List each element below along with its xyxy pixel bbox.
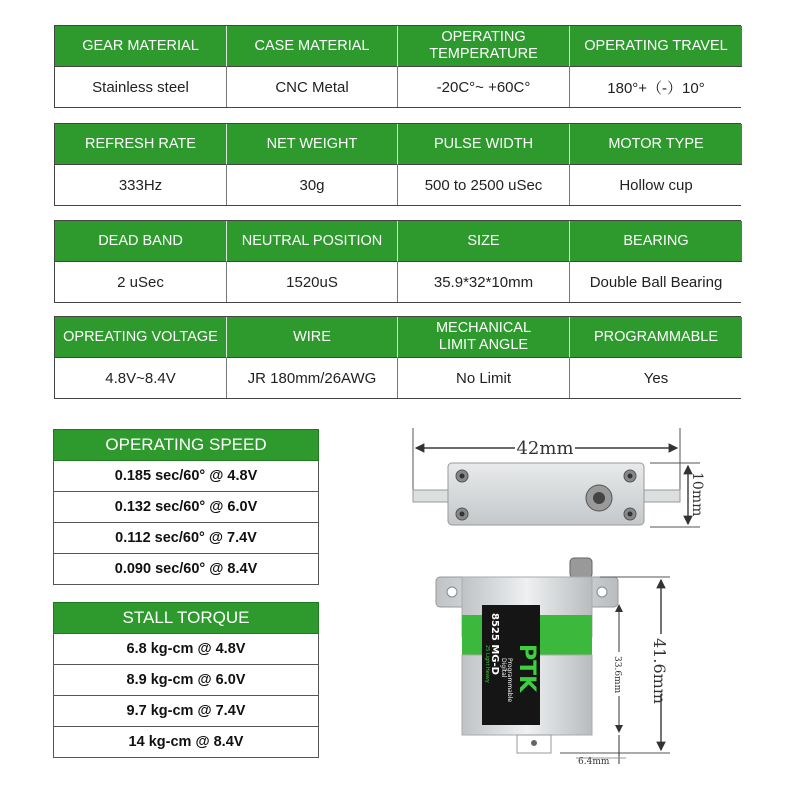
header-motor-type: MOTOR TYPE <box>570 124 742 165</box>
sub-label-1: Digital <box>500 658 507 678</box>
stall-torque-title: STALL TORQUE <box>53 602 319 634</box>
sub-label-2: Programmable <box>506 658 513 703</box>
header-case-material: CASE MATERIAL <box>227 26 398 67</box>
operating-speed-title: OPERATING SPEED <box>53 429 319 461</box>
value-case-material: CNC Metal <box>227 67 398 107</box>
value-motor-type: Hollow cup <box>570 165 742 205</box>
header-net-weight: NET WEIGHT <box>227 124 398 165</box>
spec-table-1 <box>54 25 741 108</box>
value-size: 35.9*32*10mm <box>398 262 570 302</box>
bottom-offset-label: 6.4mm <box>578 757 610 767</box>
body-height-label: 33.6mm <box>612 656 622 694</box>
spec-table-2 <box>54 123 741 206</box>
header-neutral-position: NEUTRAL POSITION <box>227 221 398 262</box>
sub-label-3: 25 Light Heavy <box>484 645 490 683</box>
speed-row: 0.112 sec/60° @ 7.4V <box>53 523 319 554</box>
header-pulse-width: PULSE WIDTH <box>398 124 570 165</box>
value-pulse-width: 500 to 2500 uSec <box>398 165 570 205</box>
operating-speed-list <box>53 429 319 585</box>
torque-row: 8.9 kg-cm @ 6.0V <box>53 665 319 696</box>
speed-row: 0.185 sec/60° @ 4.8V <box>53 461 319 492</box>
value-operating-travel: 180°+（-）10° <box>570 67 742 107</box>
value-programmable: Yes <box>570 358 742 398</box>
value-refresh-rate: 333Hz <box>55 165 227 205</box>
speed-row: 0.090 sec/60° @ 8.4V <box>53 554 319 585</box>
value-operating-voltage: 4.8V~8.4V <box>55 358 227 398</box>
header-size: SIZE <box>398 221 570 262</box>
front-view <box>436 558 670 767</box>
torque-row: 14 kg-cm @ 8.4V <box>53 727 319 758</box>
torque-row: 9.7 kg-cm @ 7.4V <box>53 696 319 727</box>
servo-dimension-diagram <box>400 420 760 780</box>
stall-torque-list <box>53 602 319 758</box>
header-programmable: PROGRAMMABLE <box>570 317 742 358</box>
speed-row: 0.132 sec/60° @ 6.0V <box>53 492 319 523</box>
header-operating-travel: OPERATING TRAVEL <box>570 26 742 67</box>
value-neutral-position: 1520uS <box>227 262 398 302</box>
header-operating-voltage: OPREATING VOLTAGE <box>55 317 227 358</box>
header-bearing: BEARING <box>570 221 742 262</box>
value-net-weight: 30g <box>227 165 398 205</box>
header-operating-temperature: OPERATING TEMPERATURE <box>398 26 570 67</box>
spec-table-3 <box>54 220 741 303</box>
torque-row: 6.8 kg-cm @ 4.8V <box>53 634 319 665</box>
value-operating-temperature: -20C°~ +60C° <box>398 67 570 107</box>
header-dead-band: DEAD BAND <box>55 221 227 262</box>
top-view <box>413 428 705 527</box>
header-refresh-rate: REFRESH RATE <box>55 124 227 165</box>
thickness-label: 10mm <box>689 472 705 517</box>
value-gear-material: Stainless steel <box>55 67 227 107</box>
spec-table-4 <box>54 316 741 399</box>
value-mechanical-limit-angle: No Limit <box>398 358 570 398</box>
value-bearing: Double Ball Bearing <box>570 262 742 302</box>
header-mechanical-limit-angle: MECHANICAL LIMIT ANGLE <box>398 317 570 358</box>
value-wire: JR 180mm/26AWG <box>227 358 398 398</box>
header-gear-material: GEAR MATERIAL <box>55 26 227 67</box>
width-label: 42mm <box>516 438 574 459</box>
header-wire: WIRE <box>227 317 398 358</box>
height-label: 41.6mm <box>650 638 669 704</box>
value-dead-band: 2 uSec <box>55 262 227 302</box>
brand-logo: PTK <box>514 644 539 693</box>
model-label: 8525 MG-D <box>489 613 500 675</box>
